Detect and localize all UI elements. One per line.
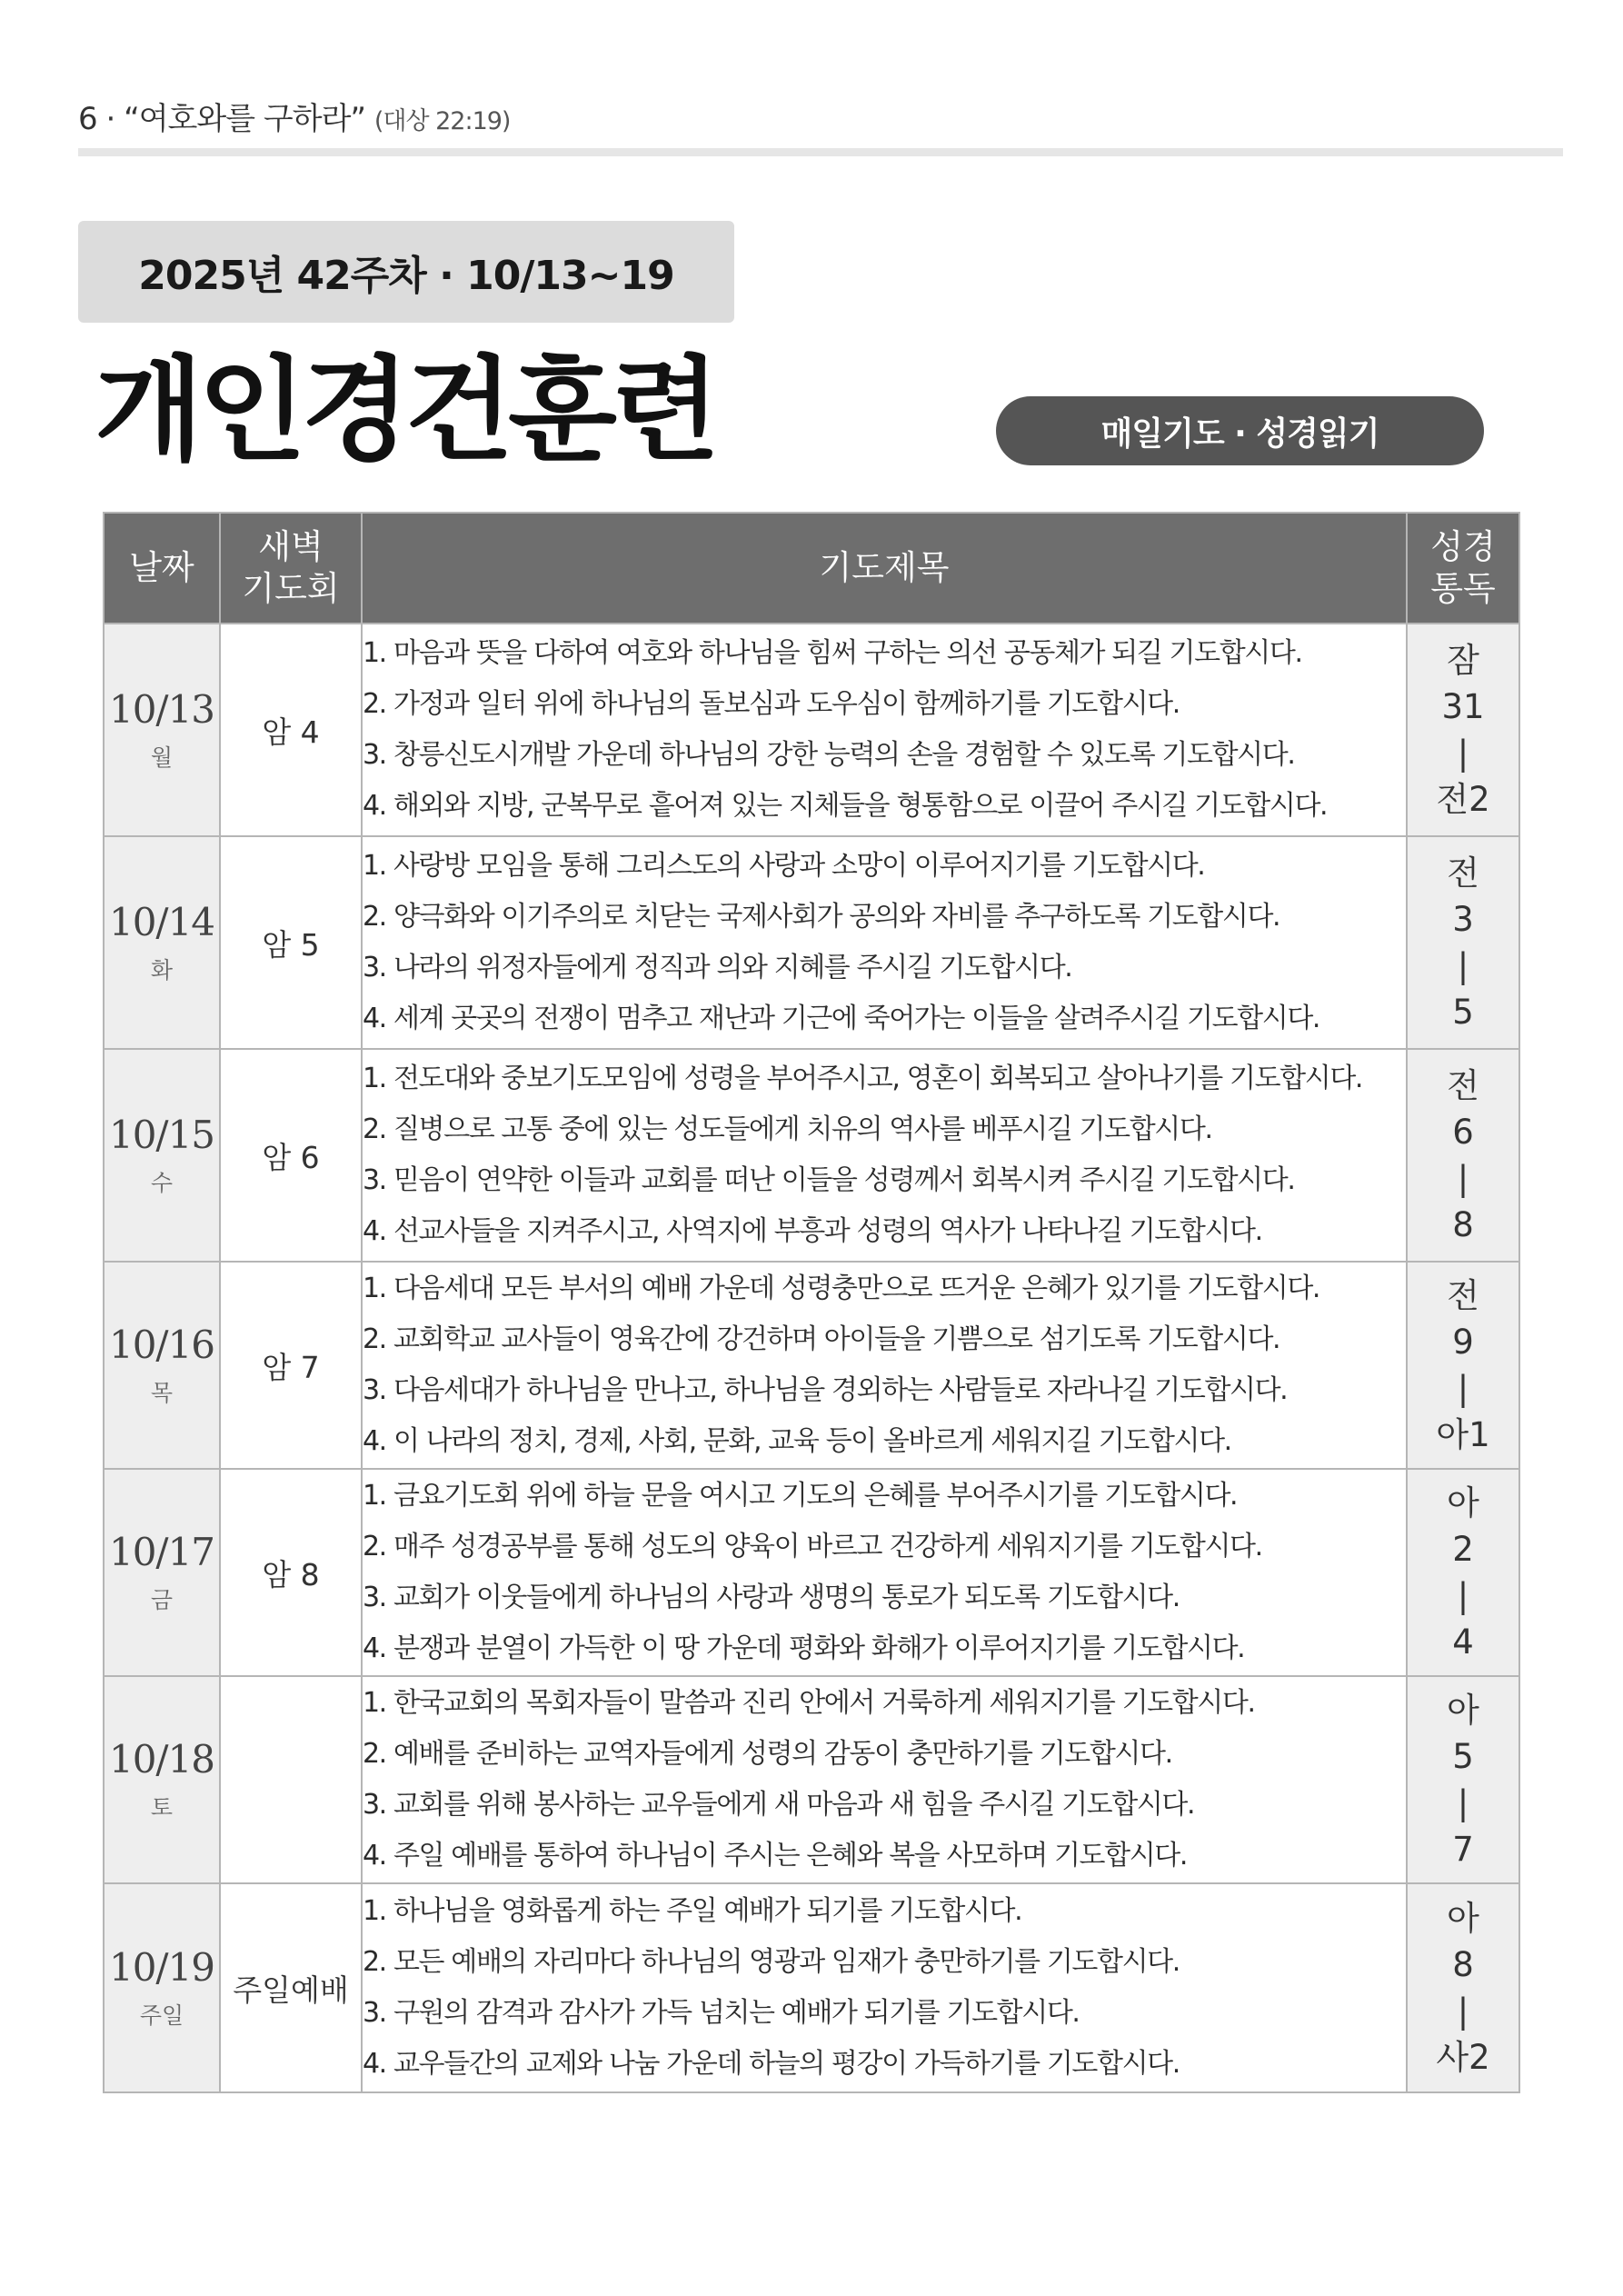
prayer-item: 1. 다음세대 모든 부서의 예배 가운데 성령충만으로 뜨거운 은혜가 있기를 기도합시다. [363,1273,1320,1304]
reading-line: | [1457,1992,1469,2031]
bible-reading-cell [1407,1676,1519,1883]
prayer-item: 4. 교우들간의 교제와 나눔 가운데 하늘의 평강이 가득하기를 기도합시다. [363,2048,1180,2080]
reading-line: 아 [1447,1691,1479,1730]
reading-line: 4 [1452,1622,1474,1662]
prayer-item: 1. 사랑방 모임을 통해 그리스도의 사랑과 소망이 이루어지기를 기도합시다. [363,850,1205,882]
date-cell [104,624,220,836]
date-cell [104,1262,220,1469]
bible-reading-cell [1407,624,1519,836]
week-label: 2025년 42주차 · 10/13~19 [78,221,734,323]
bible-reading-cell [1407,1469,1519,1676]
reading-line: 아1 [1436,1415,1490,1454]
table-row [104,1262,1519,1469]
prayer-item: 3. 믿음이 연약한 이들과 교회를 떠난 이들을 성령께서 회복시켜 주시길 기도합시다. [363,1164,1295,1196]
reading-line: | [1457,734,1469,773]
header-prayer-topics: 기도제목 [362,513,1407,624]
weekday-label: 주일 [139,2002,184,2030]
reading-line: 2 [1452,1530,1474,1569]
reading-line: | [1457,1783,1469,1822]
prayer-topics-cell [362,1262,1407,1469]
date-number: 10/13 [108,686,215,732]
prayer-item: 4. 이 나라의 정치, 경제, 사회, 문화, 교육 등이 올바르게 세워지길 기도합시다. [363,1425,1231,1457]
reading-line: 잠 [1447,641,1479,680]
date-cell [104,1883,220,2092]
reading-line: 3 [1452,900,1474,939]
dawn-prayer-cell: 주일예배 [220,1883,362,2092]
reading-line: 7 [1452,1830,1474,1869]
prayer-item: 2. 모든 예배의 자리마다 하나님의 영광과 임재가 충만하기를 기도합시다. [363,1946,1180,1978]
prayer-plan-table [103,512,1520,2093]
weekday-label: 목 [150,1380,174,1407]
table-row [104,1883,1519,2092]
date-cell [104,836,220,1049]
date-number: 10/14 [108,899,215,944]
reading-line: 사2 [1436,2038,1490,2077]
table-row [104,1469,1519,1676]
bible-reading-cell [1407,836,1519,1049]
reading-line: 8 [1452,1945,1474,1984]
prayer-topics-cell [362,624,1407,836]
prayer-item: 1. 금요기도회 위에 하늘 문을 여시고 기도의 은혜를 부어주시기를 기도합시다. [363,1480,1238,1512]
reading-line: 8 [1452,1205,1474,1244]
prayer-topics-cell [362,836,1407,1049]
table-row [104,1676,1519,1883]
header-separator: · [105,101,115,137]
header-date: 날짜 [104,513,220,624]
reading-line: 9 [1452,1323,1474,1362]
date-cell [104,1469,220,1676]
header-divider [78,148,1563,156]
table-row [104,836,1519,1049]
reading-line: | [1457,946,1469,985]
prayer-item: 2. 예배를 준비하는 교역자들에게 성령의 감동이 충만하기를 기도합시다. [363,1738,1172,1770]
header-bible-reading: 성경 통독 [1407,513,1519,624]
prayer-item: 3. 창릉신도시개발 가운데 하나님의 강한 능력의 손을 경험할 수 있도록 기도합시다. [363,739,1295,771]
prayer-item: 4. 세계 곳곳의 전쟁이 멈추고 재난과 기근에 죽어가는 이들을 살려주시길 기도합시다. [363,1003,1320,1034]
prayer-item: 2. 매주 성경공부를 통해 성도의 양육이 바르고 건강하게 세워지기를 기도합시다. [363,1531,1262,1562]
date-cell [104,1049,220,1262]
date-number: 10/15 [108,1112,215,1157]
date-cell [104,1676,220,1883]
date-number: 10/17 [108,1529,215,1574]
dawn-prayer-cell: 암 5 [220,836,362,1049]
prayer-topics-cell [362,1883,1407,2092]
table-header-row [104,513,1519,624]
reading-line: | [1457,1576,1469,1615]
header-dawn-prayer: 새벽 기도회 [220,513,362,624]
prayer-item: 2. 교회학교 교사들이 영육간에 강건하며 아이들을 기쁨으로 섬기도록 기도합시다. [363,1323,1280,1355]
reading-line: 전 [1447,1276,1479,1315]
weekday-label: 금 [150,1587,174,1614]
dawn-prayer-cell [220,1676,362,1883]
table-row [104,1049,1519,1262]
reading-line: 31 [1441,687,1485,726]
weekday-label: 토 [150,1794,174,1822]
reading-line: 6 [1452,1113,1474,1152]
running-header [78,94,510,138]
prayer-item: 3. 다음세대가 하나님을 만나고, 하나님을 경외하는 사람들로 자라나길 기도합시다. [363,1374,1288,1406]
prayer-item: 4. 분쟁과 분열이 가득한 이 땅 가운데 평화와 화해가 이루어지기를 기도합시다. [363,1632,1245,1664]
reading-line: | [1457,1369,1469,1408]
prayer-item: 4. 선교사들을 지켜주시고, 사역지에 부흥과 성령의 역사가 나타나길 기도합시다. [363,1215,1262,1247]
reading-line: 아 [1447,1899,1479,1938]
subtitle-pill: 매일기도 · 성경읽기 [996,396,1484,465]
prayer-item: 2. 질병으로 고통 중에 있는 성도들에게 치유의 역사를 베푸시길 기도합시다. [363,1113,1212,1145]
prayer-item: 4. 주일 예배를 통하여 하나님이 주시는 은혜와 복을 사모하며 기도합시다. [363,1840,1188,1872]
weekday-label: 화 [150,957,174,984]
bible-reading-cell [1407,1883,1519,2092]
prayer-item: 2. 양극화와 이기주의로 치닫는 국제사회가 공의와 자비를 추구하도록 기도합시다. [363,901,1280,933]
dawn-prayer-cell: 암 6 [220,1049,362,1262]
page-number: 6 [78,101,97,137]
prayer-item: 4. 해외와 지방, 군복무로 흩어져 있는 지체들을 형통함으로 이끌어 주시길 기도합시다. [363,790,1328,822]
prayer-item: 3. 구원의 감격과 감사가 가득 넘치는 예배가 되기를 기도합시다. [363,1997,1080,2029]
prayer-topics-cell [362,1049,1407,1262]
date-number: 10/19 [108,1944,215,1990]
page-title: 개인경건훈련 [95,345,715,476]
prayer-item: 3. 교회를 위해 봉사하는 교우들에게 새 마음과 새 힘을 주시길 기도합시다. [363,1789,1195,1821]
prayer-item: 1. 한국교회의 목회자들이 말씀과 진리 안에서 거룩하게 세워지기를 기도합시다. [363,1687,1255,1719]
verse-quote: “여호와를 구하라” [124,101,366,137]
reading-line: 5 [1452,1737,1474,1776]
table-row [104,624,1519,836]
prayer-item: 3. 교회가 이웃들에게 하나님의 사랑과 생명의 통로가 되도록 기도합시다. [363,1582,1180,1613]
reading-line: 전 [1447,854,1479,893]
date-number: 10/16 [108,1322,215,1367]
dawn-prayer-cell: 암 4 [220,624,362,836]
bible-reading-cell [1407,1049,1519,1262]
prayer-item: 1. 마음과 뜻을 다하여 여호와 하나님을 힘써 구하는 의선 공동체가 되길 기도합시다. [363,637,1302,669]
reading-line: 5 [1452,993,1474,1032]
bible-reading-cell [1407,1262,1519,1469]
date-number: 10/18 [108,1736,215,1782]
weekday-label: 월 [150,744,174,772]
verse-reference: (대상 22:19) [373,107,511,135]
prayer-item: 1. 전도대와 중보기도모임에 성령을 부어주시고, 영혼이 회복되고 살아나기를 기도합시다. [363,1063,1363,1094]
prayer-item: 2. 가정과 일터 위에 하나님의 돌보심과 도우심이 함께하기를 기도합시다. [363,688,1180,720]
prayer-item: 3. 나라의 위정자들에게 정직과 의와 지혜를 주시길 기도합시다. [363,952,1072,983]
prayer-topics-cell [362,1676,1407,1883]
reading-line: 아 [1447,1483,1479,1522]
reading-line: | [1457,1159,1469,1198]
reading-line: 전2 [1436,780,1490,819]
reading-line: 전 [1447,1066,1479,1105]
dawn-prayer-cell: 암 8 [220,1469,362,1676]
prayer-topics-cell [362,1469,1407,1676]
dawn-prayer-cell: 암 7 [220,1262,362,1469]
prayer-item: 1. 하나님을 영화롭게 하는 주일 예배가 되기를 기도합시다. [363,1895,1022,1927]
weekday-label: 수 [150,1170,174,1197]
